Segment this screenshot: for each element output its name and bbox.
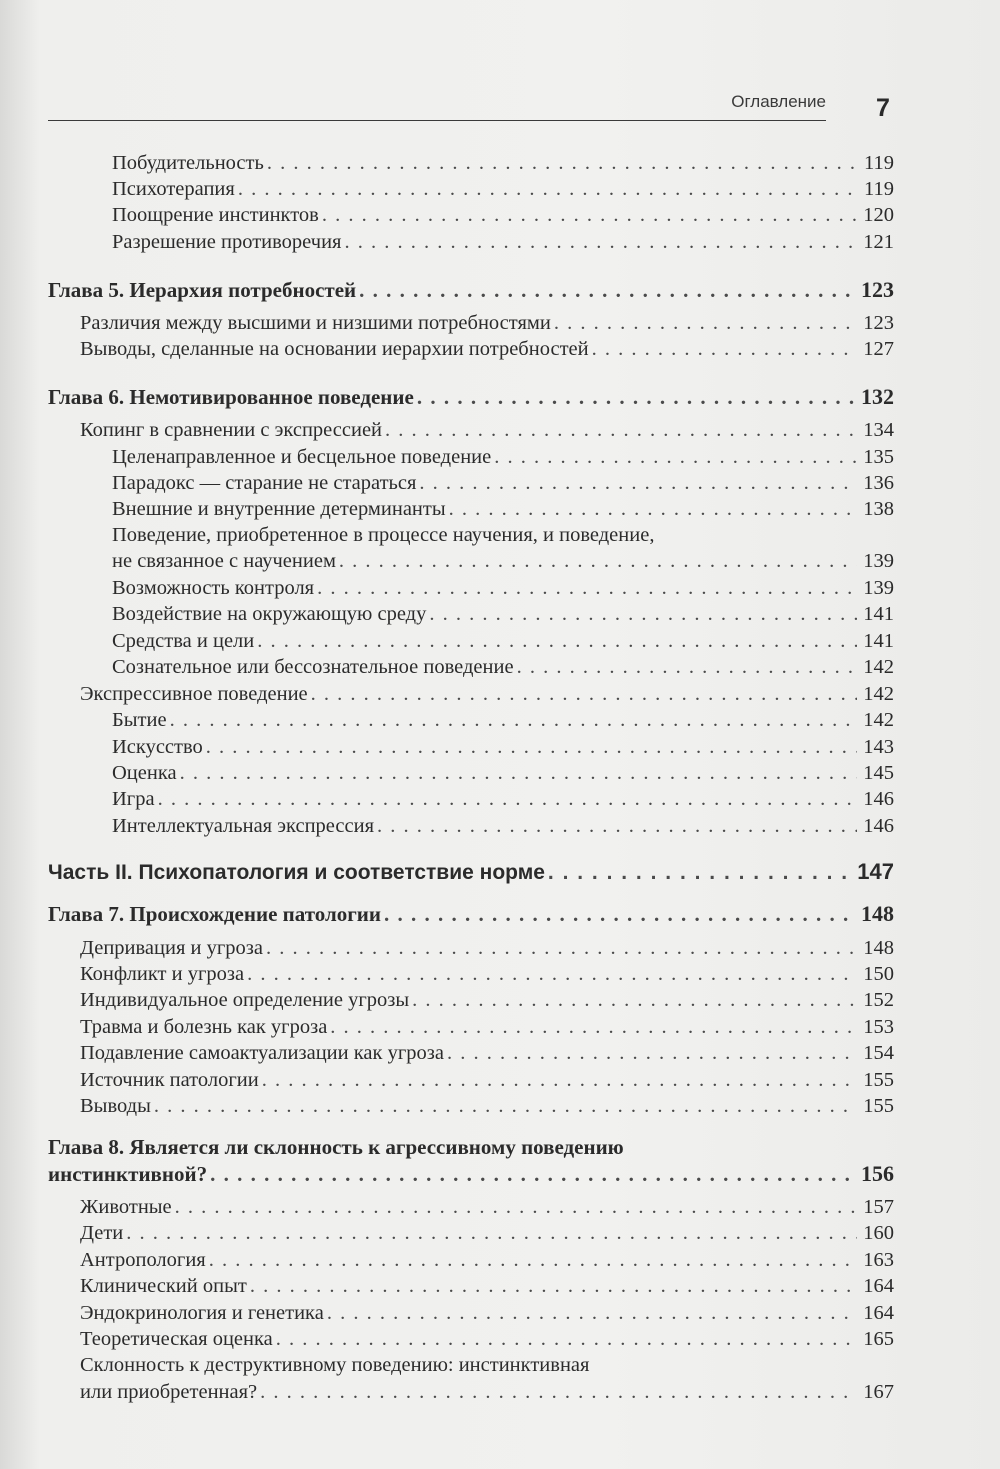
leader-dots — [210, 1161, 857, 1187]
leader-dots — [311, 681, 857, 707]
toc-chapter[interactable]: инстинктивной? . . . 156 — [48, 1161, 894, 1187]
leader-dots — [209, 1247, 857, 1273]
leader-dots — [322, 202, 857, 228]
leader-dots — [384, 901, 857, 927]
leader-dots — [267, 150, 857, 176]
toc-entry[interactable]: Поощрение инстинктов . . . 120 — [112, 202, 894, 228]
leader-dots — [385, 417, 857, 443]
leader-dots — [339, 548, 857, 574]
leader-dots — [548, 860, 854, 886]
toc-entry[interactable]: Выводы . . . 155 — [80, 1093, 894, 1119]
leader-dots — [247, 961, 857, 987]
leader-dots — [175, 1194, 857, 1220]
leader-dots — [257, 628, 857, 654]
leader-dots — [206, 734, 857, 760]
toc-entry[interactable]: Эндокринология и генетика . . . 164 — [80, 1300, 894, 1326]
toc-entry[interactable]: Психотерапия . . . 119 — [112, 176, 894, 202]
toc-entry[interactable]: Искусство . . . 143 — [112, 734, 894, 760]
toc-entry[interactable]: Травма и болезнь как угроза . . . 153 — [80, 1014, 894, 1040]
leader-dots — [377, 813, 857, 839]
leader-dots — [238, 176, 857, 202]
toc-entry[interactable]: Игра . . . 146 — [112, 786, 894, 812]
leader-dots — [554, 310, 857, 336]
leader-dots — [592, 336, 857, 362]
leader-dots — [276, 1326, 857, 1352]
leader-dots — [262, 1067, 857, 1093]
toc-entry[interactable]: не связанное с научением . . . 139 — [112, 548, 894, 574]
toc-chapter[interactable]: Глава 5. Иерархия потребностей . . . 123 — [48, 277, 894, 303]
leader-dots — [170, 707, 857, 733]
toc-entry[interactable]: Депривация и угроза . . . 148 — [80, 935, 894, 961]
toc-entry[interactable]: или приобретенная? . . . 167 — [80, 1379, 894, 1405]
toc-entry[interactable]: Индивидуальное определение угрозы . . . 152 — [80, 987, 894, 1013]
leader-dots — [180, 760, 857, 786]
toc-entry[interactable]: Внешние и внутренние детерминанты . . . 138 — [112, 496, 894, 522]
leader-dots — [317, 575, 857, 601]
toc-entry[interactable]: Животные . . . 157 — [80, 1194, 894, 1220]
toc-entry[interactable]: Клинический опыт . . . 164 — [80, 1273, 894, 1299]
page-number: 7 — [876, 94, 890, 122]
leader-dots — [327, 1300, 857, 1326]
toc-entry[interactable]: Различия между высшими и низшими потребностями . . . 123 — [80, 310, 894, 336]
leader-dots — [126, 1220, 857, 1246]
toc-part[interactable]: Часть II. Психопатология и соответствие норме . . . 147 — [48, 859, 894, 886]
toc-entry[interactable]: Бытие . . . 142 — [112, 707, 894, 733]
toc-entry[interactable]: Копинг в сравнении с экспрессией . . . 134 — [80, 417, 894, 443]
toc-entry[interactable]: Воздействие на окружающую среду . . . 141 — [112, 601, 894, 627]
toc-entry[interactable]: Выводы, сделанные на основании иерархии потребностей . . . 127 — [80, 336, 894, 362]
leader-dots — [447, 1040, 857, 1066]
toc-chapter-first-line: Глава 8. Является ли склонность к агрессивному поведению — [48, 1135, 624, 1159]
toc-entry[interactable]: Сознательное или бессознательное поведение . . . 142 — [112, 654, 894, 680]
leader-dots — [494, 444, 857, 470]
leader-dots — [260, 1379, 857, 1405]
leader-dots — [344, 229, 857, 255]
leader-dots — [449, 496, 857, 522]
toc-entry[interactable]: Средства и цели . . . 141 — [112, 628, 894, 654]
toc-entry[interactable]: Оценка . . . 145 — [112, 760, 894, 786]
toc-entry[interactable]: Конфликт и угроза . . . 150 — [80, 961, 894, 987]
leader-dots — [412, 987, 857, 1013]
toc-entry[interactable]: Интеллектуальная экспрессия . . . 146 — [112, 813, 894, 839]
toc-entry-first-line: Склонность к деструктивному поведению: инстинктивная — [80, 1354, 590, 1376]
toc-entry[interactable]: Дети . . . 160 — [80, 1220, 894, 1246]
leader-dots — [158, 786, 857, 812]
leader-dots — [359, 277, 857, 303]
leader-dots — [266, 935, 857, 961]
toc-chapter[interactable]: Глава 6. Немотивированное поведение . . . 132 — [48, 384, 894, 410]
leader-dots — [419, 470, 857, 496]
leader-dots — [154, 1093, 857, 1119]
leader-dots — [330, 1014, 857, 1040]
leader-dots — [250, 1273, 857, 1299]
toc-chapter[interactable]: Глава 7. Происхождение патологии . . . 148 — [48, 901, 894, 927]
toc-entry[interactable]: Побудительность . . . 119 — [112, 150, 894, 176]
toc-entry[interactable]: Экспрессивное поведение . . . 142 — [80, 681, 894, 707]
toc-entry[interactable]: Антропология . . . 163 — [80, 1247, 894, 1273]
toc-entry[interactable]: Парадокс — старание не стараться . . . 136 — [112, 470, 894, 496]
leader-dots — [517, 654, 857, 680]
leader-dots — [417, 384, 857, 410]
toc-entry[interactable]: Разрешение противоречия . . . 121 — [112, 229, 894, 255]
section-title: Оглавление — [731, 92, 826, 111]
toc-entry[interactable]: Подавление самоактуализации как угроза . . . 154 — [80, 1040, 894, 1066]
toc-entry[interactable]: Источник патологии . . . 155 — [80, 1067, 894, 1093]
toc-entry-first-line: Поведение, приобретенное в процессе научения, и поведение, — [112, 524, 655, 546]
leader-dots — [429, 601, 857, 627]
toc-entry[interactable]: Целенаправленное и бесцельное поведение . . . 135 — [112, 444, 894, 470]
toc-entry[interactable]: Возможность контроля . . . 139 — [112, 575, 894, 601]
toc-entry[interactable]: Теоретическая оценка . . . 165 — [80, 1326, 894, 1352]
